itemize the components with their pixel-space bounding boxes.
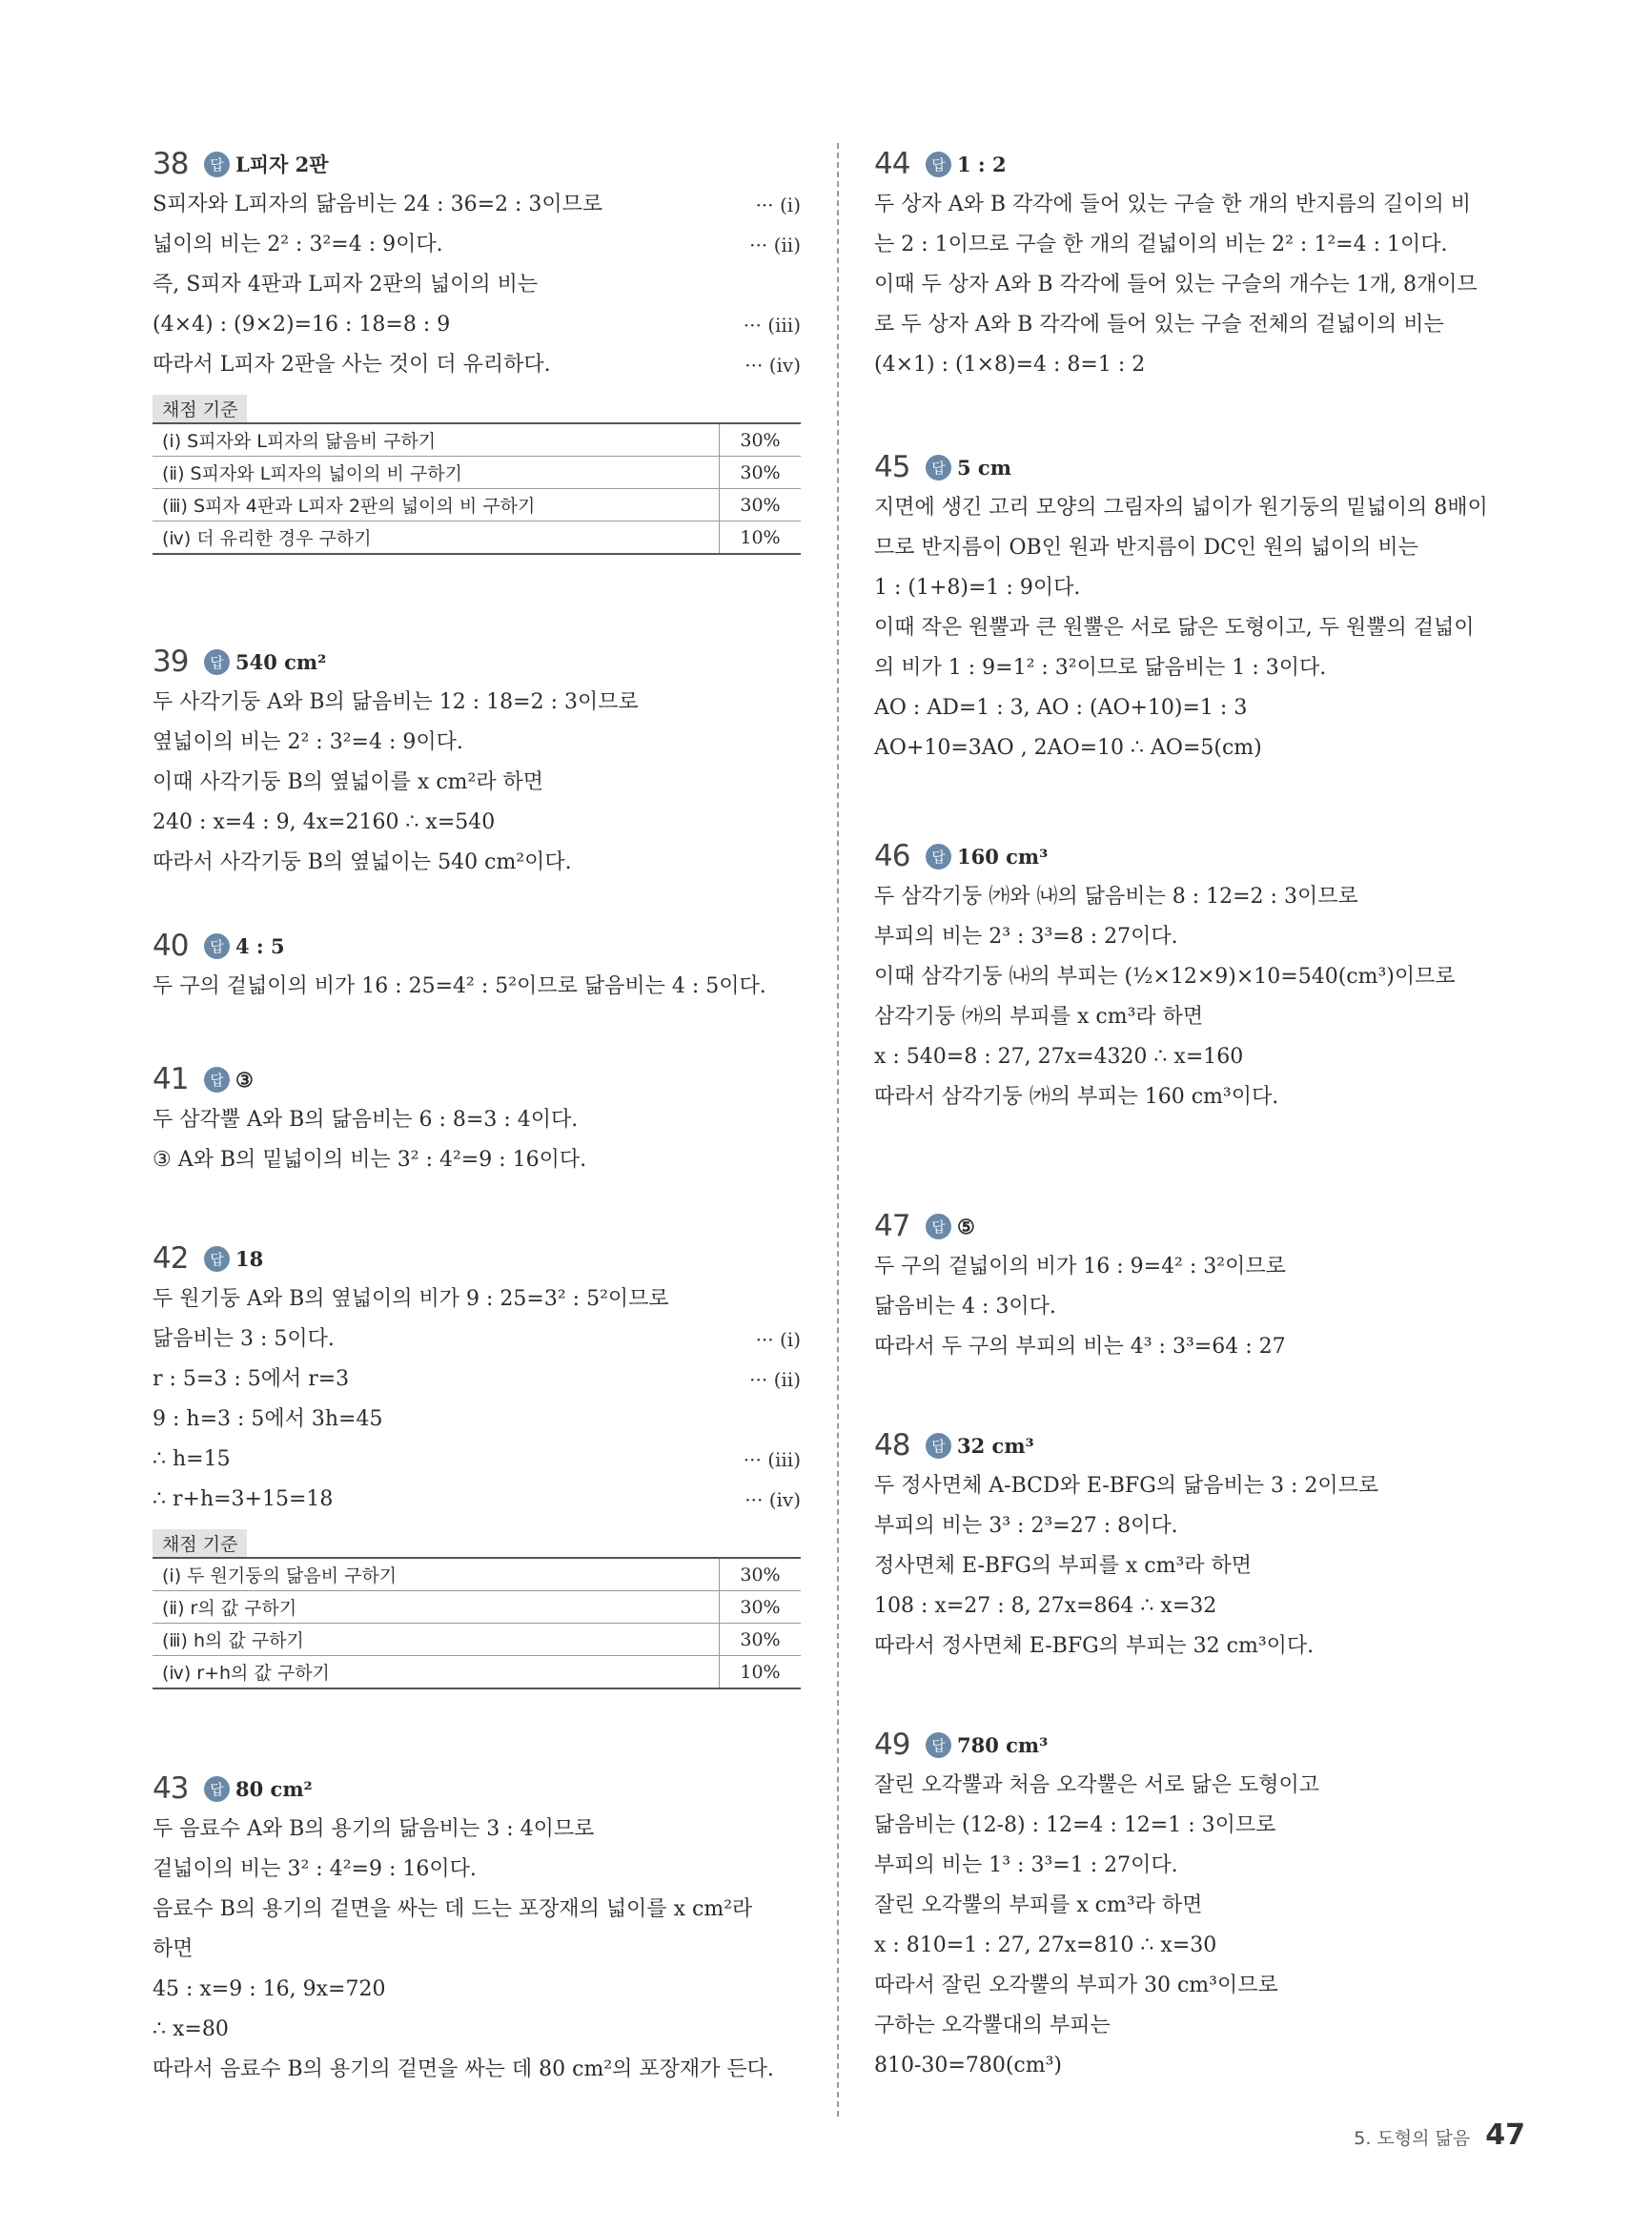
solution-line — [153, 345, 801, 385]
problem-45 — [874, 446, 1532, 768]
solution-text: ∴ h=15 — [153, 1447, 231, 1471]
problem-header — [874, 446, 1532, 488]
criteria-row — [153, 1591, 801, 1624]
answer-value: 1 : 2 — [957, 152, 1007, 176]
solution-line — [874, 2006, 1532, 2046]
solution-line — [874, 608, 1532, 648]
solution-text: 두 삼각기둥 ㈎와 ㈏의 닮음비는 8 : 12=2 : 3이므로 — [874, 885, 1358, 909]
solution-line — [874, 568, 1532, 608]
criteria-label: (ⅲ) S피자 4판과 L피자 2판의 넓이의 비 구하기 — [153, 489, 720, 522]
problem-number: 43 — [153, 1771, 189, 1806]
solution-text: 따라서 L피자 2판을 사는 것이 더 유리하다. — [153, 353, 551, 377]
solution-line — [153, 1890, 801, 1930]
problem-header — [153, 1768, 801, 1810]
problem-41 — [153, 1058, 801, 1180]
problem-number: 42 — [153, 1241, 189, 1276]
solution-text: 따라서 두 구의 부피의 비는 4³ : 3³=64 : 27 — [874, 1335, 1286, 1359]
answer-value: 18 — [235, 1246, 264, 1271]
solution-line — [153, 305, 801, 345]
solution-text: 두 구의 겉넓이의 비가 16 : 25=4² : 5²이므로 닮음비는 4 : 5이다. — [153, 974, 766, 998]
solution-line — [874, 1886, 1532, 1926]
problem-40 — [153, 925, 801, 1007]
criteria-percent: 30% — [720, 1591, 802, 1624]
solution-text: ∴ r+h=3+15=18 — [153, 1487, 334, 1511]
solution-line — [874, 345, 1532, 385]
solution-line — [153, 1360, 801, 1400]
criteria-row — [153, 489, 801, 522]
solution-text: 따라서 잘린 오각뿔의 부피가 30 cm³이므로 — [874, 1974, 1278, 1997]
solution-line — [153, 2010, 801, 2050]
chapter-title: 5. 도형의 닮음 — [1354, 2128, 1471, 2149]
answer-value: 780 cm³ — [957, 1732, 1049, 1757]
answer-badge: 답 — [204, 1067, 230, 1093]
criteria-row — [153, 1656, 801, 1689]
solution-text: 정사면체 E-BFG의 부피를 x cm³라 하면 — [874, 1554, 1253, 1578]
criteria-label: (ⅲ) h의 값 구하기 — [153, 1624, 720, 1656]
solution-line — [874, 648, 1532, 688]
solution-line — [153, 1850, 801, 1890]
solution-line — [874, 1287, 1532, 1327]
problem-number: 38 — [153, 147, 189, 181]
criteria-row — [153, 522, 801, 555]
solution-text: 부피의 비는 2³ : 3³=8 : 27이다. — [874, 925, 1178, 949]
solution-text: 108 : x=27 : 8, 27x=864 ∴ x=32 — [874, 1594, 1217, 1618]
solution-line — [874, 305, 1532, 345]
solution-text: ∴ x=80 — [153, 2017, 229, 2041]
problem-number: 44 — [874, 147, 910, 181]
solution-text: 겉넓이의 비는 3² : 4²=9 : 16이다. — [153, 1857, 477, 1881]
criteria-percent: 30% — [720, 489, 802, 522]
solution-text: x : 810=1 : 27, 27x=810 ∴ x=30 — [874, 1933, 1217, 1957]
solution-line — [874, 1586, 1532, 1626]
criteria-row — [153, 457, 801, 489]
problem-header — [153, 641, 801, 683]
solution-text: S피자와 L피자의 닮음비는 24 : 36=2 : 3이므로 — [153, 193, 603, 216]
criteria-label: (ⅰ) 두 원기둥의 닮음비 구하기 — [153, 1558, 720, 1591]
solution-text: 따라서 정사면체 E-BFG의 부피는 32 cm³이다. — [874, 1634, 1315, 1658]
solution-line — [874, 528, 1532, 568]
solution-line — [153, 185, 801, 225]
criteria-percent: 30% — [720, 457, 802, 489]
problem-number: 41 — [153, 1062, 189, 1096]
page-footer — [1354, 2118, 1525, 2152]
solution-text: 이때 삼각기둥 ㈏의 부피는 (½×12×9)×10=540(cm³)이므로 — [874, 965, 1456, 989]
criteria-label: (ⅳ) r+h의 값 구하기 — [153, 1656, 720, 1689]
solution-text: 두 상자 A와 B 각각에 들어 있는 구슬 한 개의 반지름의 길이의 비 — [874, 193, 1472, 216]
solution-text: 따라서 음료수 B의 용기의 겉면을 싸는 데 80 cm²의 포장재가 든다. — [153, 2057, 774, 2081]
solution-line — [874, 957, 1532, 997]
criteria-label: (ⅳ) 더 유리한 경우 구하기 — [153, 522, 720, 555]
solution-text: 지면에 생긴 고리 모양의 그림자의 넓이가 원기둥의 밑넓이의 8배이 — [874, 496, 1488, 520]
solution-line — [153, 843, 801, 883]
solution-text: 닮음비는 3 : 5이다. — [153, 1327, 335, 1351]
problem-49 — [874, 1724, 1532, 2086]
solution-line — [153, 763, 801, 803]
problem-number: 40 — [153, 929, 189, 963]
solution-line — [874, 1766, 1532, 1806]
solution-line — [874, 1926, 1532, 1966]
criteria-label: (ⅱ) S피자와 L피자의 넓이의 비 구하기 — [153, 457, 720, 489]
problem-number: 47 — [874, 1209, 910, 1243]
step-marker: ··· (ⅰ) — [755, 194, 801, 216]
solution-line — [153, 265, 801, 305]
solution-line — [153, 967, 801, 1007]
answer-value: 4 : 5 — [235, 933, 285, 958]
solution-text: AO : AD=1 : 3, AO : (AO+10)=1 : 3 — [874, 696, 1248, 720]
solution-line — [153, 1440, 801, 1480]
answer-value: 540 cm² — [235, 649, 327, 674]
criteria-percent: 30% — [720, 423, 802, 457]
solution-line — [874, 1546, 1532, 1586]
solution-text: AO+10=3AO , 2AO=10 ∴ AO=5(cm) — [874, 736, 1262, 760]
problem-number: 49 — [874, 1728, 910, 1762]
problem-header — [874, 1205, 1532, 1247]
answer-badge: 답 — [926, 844, 951, 869]
solution-line — [874, 265, 1532, 305]
step-marker: ··· (ⅱ) — [749, 234, 801, 256]
criteria-table — [153, 422, 801, 555]
answer-badge: 답 — [926, 152, 951, 177]
solution-text: 삼각기둥 ㈎의 부피를 x cm³라 하면 — [874, 1005, 1204, 1029]
solution-text: 두 사각기둥 A와 B의 닮음비는 12 : 18=2 : 3이므로 — [153, 690, 639, 714]
solution-line — [153, 2050, 801, 2090]
criteria-row — [153, 1558, 801, 1591]
answer-badge: 답 — [204, 1246, 230, 1272]
answer-value: 32 cm³ — [957, 1433, 1034, 1458]
criteria-percent: 30% — [720, 1624, 802, 1656]
criteria-label: (ⅰ) S피자와 L피자의 닮음비 구하기 — [153, 423, 720, 457]
solution-text: 두 정사면체 A-BCD와 E-BFG의 닮음비는 3 : 2이므로 — [874, 1474, 1379, 1498]
problem-header — [153, 925, 801, 967]
solution-text: 두 구의 겉넓이의 비가 16 : 9=4² : 3²이므로 — [874, 1255, 1286, 1279]
problem-42 — [153, 1238, 801, 1689]
problem-header — [874, 1424, 1532, 1466]
solution-line — [874, 1037, 1532, 1077]
solution-line — [874, 1626, 1532, 1667]
answer-value: 5 cm — [957, 455, 1011, 480]
solution-line — [874, 488, 1532, 528]
solution-text: 음료수 B의 용기의 겉면을 싸는 데 드는 포장재의 넓이를 x cm²라 — [153, 1897, 753, 1921]
solution-line — [153, 1400, 801, 1440]
solution-line — [153, 1100, 801, 1140]
solution-line — [874, 1466, 1532, 1506]
criteria-title: 채점 기준 — [153, 395, 247, 422]
answer-value: 80 cm² — [235, 1776, 313, 1801]
solution-line — [153, 803, 801, 843]
criteria-row — [153, 1624, 801, 1656]
solution-line — [153, 1810, 801, 1850]
problem-header — [874, 835, 1532, 877]
solution-line — [874, 688, 1532, 728]
criteria-table — [153, 1557, 801, 1689]
answer-badge: 답 — [926, 1214, 951, 1239]
problem-header — [153, 143, 801, 185]
criteria-title: 채점 기준 — [153, 1529, 247, 1557]
problem-number: 46 — [874, 839, 910, 873]
solution-line — [874, 2046, 1532, 2086]
problem-48 — [874, 1424, 1532, 1667]
solution-line — [153, 1279, 801, 1320]
solution-text: r : 5=3 : 5에서 r=3 — [153, 1367, 350, 1391]
problem-header — [153, 1058, 801, 1100]
solution-line — [874, 997, 1532, 1037]
solution-line — [874, 1077, 1532, 1117]
solution-text: 1 : (1+8)=1 : 9이다. — [874, 576, 1081, 600]
answer-badge: 답 — [926, 455, 951, 481]
problem-number: 48 — [874, 1428, 910, 1463]
answer-value: ⑤ — [957, 1214, 975, 1238]
solution-text: 잘린 오각뿔의 부피를 x cm³라 하면 — [874, 1893, 1203, 1917]
solution-text: 넓이의 비는 2² : 3²=4 : 9이다. — [153, 233, 443, 256]
answer-badge: 답 — [204, 649, 230, 675]
solution-line — [153, 1140, 801, 1180]
step-marker: ··· (ⅲ) — [743, 1448, 801, 1471]
solution-line — [874, 1966, 1532, 2006]
solution-line — [874, 225, 1532, 265]
solution-text: 부피의 비는 3³ : 2³=27 : 8이다. — [874, 1514, 1178, 1538]
answer-badge: 답 — [926, 1433, 951, 1459]
step-marker: ··· (ⅳ) — [744, 354, 801, 377]
answer-badge: 답 — [926, 1732, 951, 1758]
solution-text: 닮음비는 4 : 3이다. — [874, 1295, 1056, 1319]
problem-46 — [874, 835, 1532, 1117]
solution-line — [874, 1247, 1532, 1287]
answer-value: L피자 2판 — [235, 153, 329, 176]
solution-text: 잘린 오각뿔과 처음 오각뿔은 서로 닮은 도형이고 — [874, 1773, 1320, 1797]
solution-text: 로 두 상자 A와 B 각각에 들어 있는 구슬 전체의 겉넓이의 비는 — [874, 313, 1444, 337]
solution-line — [874, 877, 1532, 917]
solution-text: 따라서 삼각기둥 ㈎의 부피는 160 cm³이다. — [874, 1085, 1279, 1109]
solution-line — [153, 1930, 801, 1970]
step-marker: ··· (ⅰ) — [755, 1328, 801, 1351]
problem-header — [874, 143, 1532, 185]
solution-text: 45 : x=9 : 16, 9x=720 — [153, 1977, 386, 2001]
solution-text: 두 원기둥 A와 B의 옆넓이의 비가 9 : 25=3² : 5²이므로 — [153, 1287, 669, 1311]
solution-text: (4×4) : (9×2)=16 : 18=8 : 9 — [153, 313, 451, 337]
solution-text: x : 540=8 : 27, 27x=4320 ∴ x=160 — [874, 1045, 1244, 1069]
solution-line — [874, 1506, 1532, 1546]
step-marker: ··· (ⅳ) — [744, 1488, 801, 1511]
answer-badge: 답 — [204, 152, 230, 177]
solution-text: 는 2 : 1이므로 구슬 한 개의 겉넓이의 비는 2² : 1²=4 : 1이다. — [874, 233, 1448, 256]
solution-line — [874, 728, 1532, 768]
page-number: 47 — [1485, 2118, 1525, 2152]
problem-number: 45 — [874, 450, 910, 484]
solution-text: (4×1) : (1×8)=4 : 8=1 : 2 — [874, 353, 1146, 377]
solution-line — [153, 225, 801, 265]
solution-line — [874, 917, 1532, 957]
problem-header — [153, 1238, 801, 1279]
answer-value: ③ — [235, 1067, 254, 1092]
solution-line — [874, 1846, 1532, 1886]
solution-text: 부피의 비는 1³ : 3³=1 : 27이다. — [874, 1853, 1178, 1877]
problem-44 — [874, 143, 1532, 385]
problem-39 — [153, 641, 801, 883]
criteria-percent: 30% — [720, 1558, 802, 1591]
solution-text: 옆넓이의 비는 2² : 3²=4 : 9이다. — [153, 730, 463, 754]
solution-line — [874, 1806, 1532, 1846]
solution-text: 의 비가 1 : 9=1² : 3²이므로 닮음비는 1 : 3이다. — [874, 656, 1327, 680]
criteria-percent: 10% — [720, 522, 802, 555]
solution-line — [153, 1970, 801, 2010]
solution-text: 두 음료수 A와 B의 용기의 닮음비는 3 : 4이므로 — [153, 1817, 595, 1841]
problem-43 — [153, 1768, 801, 2090]
solution-text: ③ A와 B의 밑넓이의 비는 3² : 4²=9 : 16이다. — [153, 1148, 587, 1172]
solution-text: 이때 두 상자 A와 B 각각에 들어 있는 구슬의 개수는 1개, 8개이므 — [874, 273, 1478, 297]
problem-38 — [153, 143, 801, 555]
solution-line — [874, 1327, 1532, 1367]
solution-text: 따라서 사각기둥 B의 옆넓이는 540 cm²이다. — [153, 850, 572, 874]
criteria-label: (ⅱ) r의 값 구하기 — [153, 1591, 720, 1624]
answer-badge: 답 — [204, 1776, 230, 1802]
solution-line — [153, 1480, 801, 1520]
step-marker: ··· (ⅱ) — [749, 1368, 801, 1391]
solution-text: 므로 반지름이 OB인 원과 반지름이 DC인 원의 넓이의 비는 — [874, 536, 1418, 560]
solution-text: 구하는 오각뿔대의 부피는 — [874, 2014, 1111, 2037]
criteria-row — [153, 423, 801, 457]
answer-badge: 답 — [204, 933, 230, 959]
answer-value: 160 cm³ — [957, 844, 1049, 869]
solution-line — [153, 723, 801, 763]
solution-text: 이때 사각기둥 B의 옆넓이를 x cm²라 하면 — [153, 770, 544, 794]
solution-text: 하면 — [153, 1937, 194, 1961]
solution-line — [153, 683, 801, 723]
problem-47 — [874, 1205, 1532, 1367]
solution-text: 즉, S피자 4판과 L피자 2판의 넓이의 비는 — [153, 273, 539, 297]
solution-text: 240 : x=4 : 9, 4x=2160 ∴ x=540 — [153, 810, 496, 834]
solution-text: 9 : h=3 : 5에서 3h=45 — [153, 1407, 383, 1431]
solution-line — [153, 1320, 801, 1360]
solution-line — [874, 185, 1532, 225]
criteria-percent: 10% — [720, 1656, 802, 1689]
solution-text: 닮음비는 (12-8) : 12=4 : 12=1 : 3이므로 — [874, 1813, 1276, 1837]
problem-header — [874, 1724, 1532, 1766]
step-marker: ··· (ⅲ) — [743, 314, 801, 337]
column-divider — [837, 143, 839, 2117]
solution-text: 두 삼각뿔 A와 B의 닮음비는 6 : 8=3 : 4이다. — [153, 1108, 579, 1132]
solution-text: 이때 작은 원뿔과 큰 원뿔은 서로 닮은 도형이고, 두 원뿔의 겉넓이 — [874, 616, 1475, 640]
problem-number: 39 — [153, 644, 189, 679]
solution-text: 810-30=780(cm³) — [874, 2054, 1063, 2077]
